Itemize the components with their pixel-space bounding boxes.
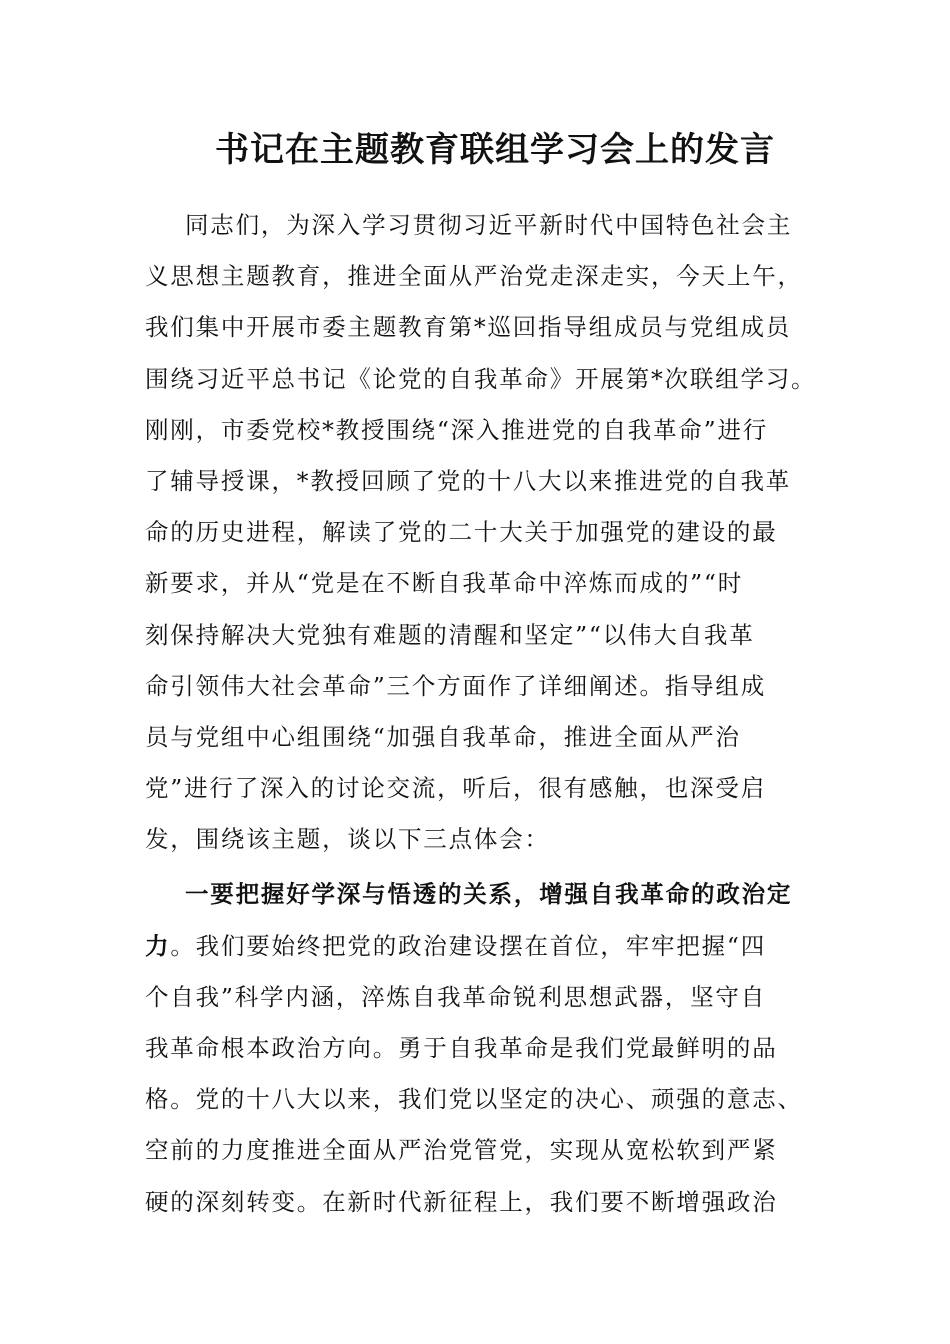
document-body: [145, 200, 825, 1228]
text-line: 了辅导授课，*教授回顾了党的十八大以来推进党的自我革: [145, 466, 792, 495]
text-line: 义思想主题教育，推进全面从严治党走深走实，今天上午，: [145, 262, 803, 291]
text-line: 刻保持解决大党独有难题的清醒和坚定”“以伟大自我革: [145, 620, 755, 649]
text-line: 硬的深刻转变。在新时代新征程上，我们要不断增强政治: [145, 1187, 778, 1216]
text-line: 我们集中开展市委主题教育第*巡回指导组成员与党组成员: [145, 313, 792, 342]
text-line: 刚刚，市委党校*教授围绕“深入推进党的自我革命”进行: [145, 415, 769, 444]
text-line: 命引领伟大社会革命”三个方面作了详细阐述。指导组成: [145, 671, 767, 700]
text-line: 格。党的十八大以来，我们党以坚定的决心、顽强的意志、: [145, 1085, 803, 1114]
text-line-rest: 。我们要始终把党的政治建设摆在首位，牢牢把握“四: [170, 931, 767, 960]
text-line: 新要求，并从“党是在不断自我革命中淬炼而成的”“时: [145, 569, 744, 598]
text-line: 个自我”科学内涵，淬炼自我革命锐利思想武器，坚守自: [145, 982, 767, 1011]
text-line: 命的历史进程，解读了党的二十大关于加强党的建设的最: [145, 518, 778, 547]
text-line: 发，围绕该主题，谈以下三点体会：: [145, 825, 550, 854]
paragraph-point-one: [145, 869, 825, 1227]
text-line: 围绕习近平总书记《论党的自我革命》开展第*次联组学习。: [145, 364, 817, 393]
text-line: 党”进行了深入的讨论交流，听后，很有感触，也深受启: [145, 774, 767, 803]
text-line: [145, 921, 825, 972]
text-line: 我革命根本政治方向。勇于自我革命是我们党最鲜明的品: [145, 1034, 778, 1062]
text-line: 空前的力度推进全面从严治党管党，实现从宽松软到严紧: [145, 1136, 778, 1165]
point-heading-line: 一要把握好学深与悟透的关系，增强自我革命的政治定: [185, 880, 793, 909]
text-line: 员与党组中心组围绕“加强自我革命，推进全面从严治: [145, 722, 741, 751]
document-title: 书记在主题教育联组学习会上的发言: [215, 130, 775, 170]
paragraph-intro: [145, 200, 825, 865]
text-line: 同志们，为深入学习贯彻习近平新时代中国特色社会主: [185, 211, 793, 239]
point-heading-end: 力: [145, 931, 171, 960]
